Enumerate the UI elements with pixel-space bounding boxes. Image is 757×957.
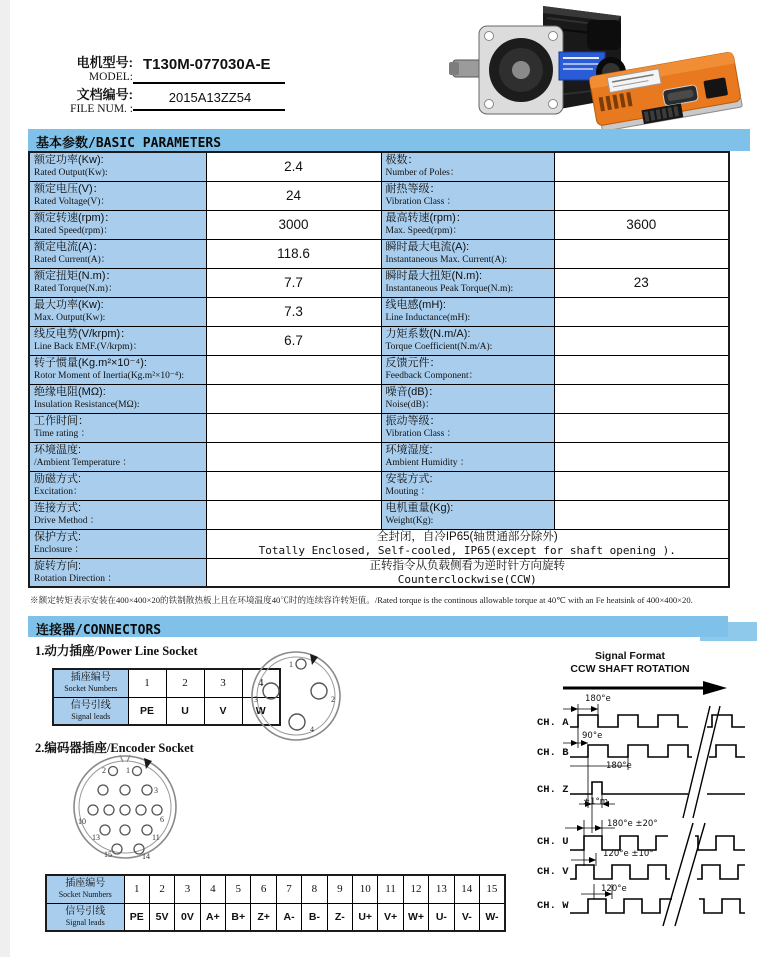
rotation-direction-value: 正转指令从负载侧看为逆时针方向旋转 Counterclockwise(CCW) [206,558,729,587]
annotation-1m-z: ±1°m [583,797,609,807]
encoder-socket-table [45,874,506,932]
annotation-90e-b: 90°e [582,731,603,741]
signal-lead-cell: V- [454,903,479,931]
signal-leads-header: 信号引线 Signal leads [46,903,124,931]
socket-number-cell: 14 [454,875,479,903]
param-label-left: 环境温度: /Ambient Temperature ： [29,442,206,471]
param-value-left: 7.3 [206,297,381,326]
socket-number-cell: 10 [353,875,378,903]
param-value-right [554,384,729,413]
socket-numbers-row [46,875,505,903]
file-num-underline [133,109,285,111]
file-num-label: 文档编号: FILE NUM. : [70,87,133,115]
power-pin-label-3: 3 [254,695,258,704]
encoder-socket-diagram [70,752,180,862]
enclosure-row [29,529,729,558]
power-pin-label-4: 4 [310,725,314,734]
socket-number-cell: 2 [166,669,204,697]
parameter-row [29,355,729,384]
socket-number-cell: 15 [479,875,504,903]
param-label-right: 振动等级： Vibration Class ： [381,413,554,442]
parameter-row [29,152,729,181]
signal-lead-cell: B- [302,903,327,931]
channel-u-label: CH. U [537,836,569,848]
param-label-left: 额定电流(A)： Rated Current(A)： [29,239,206,268]
torque-footnote: ※额定转矩表示安装在400×400×20的铁制散热板上且在环境温度40℃时的连续容许转矩值。/Rated torque is the continous allowable torque at 40℃ with an Fe heatsink of 400×400×20. [30,595,693,605]
rotation-direction-row [29,558,729,587]
socket-number-cell: 4 [200,875,225,903]
socket-number-cell: 5 [226,875,251,903]
power-pin-label-1: 1 [289,660,293,669]
channel-w-label: CH. W [537,900,569,912]
param-label-left: 额定转速(rpm)： Rated Speed(rpm)： [29,210,206,239]
signal-format-title: Signal Format CCW SHAFT ROTATION [570,650,690,675]
param-label-right: 电机重量(Kg): Weight(Kg): [381,500,554,529]
signal-lead-cell: Z- [327,903,352,931]
param-value-left [206,442,381,471]
param-value-right [554,413,729,442]
param-label-left: 绝缘电阻(MΩ): Insulation Resistance(MΩ): [29,384,206,413]
socket-number-cell: 7 [276,875,301,903]
param-value-left [206,500,381,529]
param-label-right: 线电感(mH): Line Inductance(mH): [381,297,554,326]
channel-v-label: CH. V [537,866,569,878]
param-label-left: 额定电压(V)： Rated Voltage(V)： [29,181,206,210]
model-underline [133,82,285,84]
signal-lead-cell: 0V [175,903,200,931]
socket-number-cell: 1 [128,669,166,697]
param-label-left: 额定扭矩(N.m)： Rated Torque(N.m)： [29,268,206,297]
parameter-row [29,326,729,355]
signal-leads-header: 信号引线 Signal leads [53,697,128,725]
param-label-right: 环境湿度: Ambient Humidity ： [381,442,554,471]
param-value-right [554,297,729,326]
parameter-row [29,413,729,442]
param-label-right: 安装方式: Mouting ： [381,471,554,500]
socket-number-cell: 2 [149,875,174,903]
param-value-right: 3600 [554,210,729,239]
param-value-left: 24 [206,181,381,210]
model-value: T130M-077030A-E [143,56,271,73]
param-label-right: 耐热等级： Vibration Class ： [381,181,554,210]
param-label-right: 反馈元件： Feedback Component： [381,355,554,384]
parameter-row [29,442,729,471]
model-label: 电机型号: MODEL: [76,55,133,83]
socket-number-cell: 9 [327,875,352,903]
parameter-row [29,500,729,529]
param-label-left: 工作时间： Time rating ： [29,413,206,442]
socket-numbers-header: 插座编号 Socket Numbers [46,875,124,903]
param-label-right: 极数： Number of Poles： [381,152,554,181]
channel-a-label: CH. A [537,717,569,729]
parameter-row [29,471,729,500]
parameter-row [29,181,729,210]
param-label-right: 噪音(dB)： Noise(dB)： [381,384,554,413]
signal-lead-cell: U+ [353,903,378,931]
annotation-180e-u: 180°e ±20° [607,819,658,829]
socket-number-cell: 1 [124,875,149,903]
socket-numbers-row [53,669,280,697]
encoder-pin-label-1: 1 [126,766,130,775]
param-label-left: 连接方式: Drive Method ： [29,500,206,529]
encoder-pin-label-6: 6 [160,815,164,824]
parameter-row [29,210,729,239]
encoder-pin-label-3: 3 [154,786,158,795]
channel-b-label: CH. B [537,747,569,759]
param-value-left: 3000 [206,210,381,239]
section-basic-parameters: 基本参数/BASIC PARAMETERS [28,129,750,151]
encoder-pin-label-14: 14 [142,852,150,861]
param-value-right [554,500,729,529]
encoder-pin-label-2: 2 [102,766,106,775]
signal-lead-cell: V+ [378,903,403,931]
param-value-left [206,384,381,413]
param-value-left: 2.4 [206,152,381,181]
socket-number-cell: 4 [242,669,280,697]
power-socket-title: 1.动力插座/Power Line Socket [35,644,198,658]
param-label-left: 最大功率(Kw): Max. Output(Kw): [29,297,206,326]
param-value-right [554,239,729,268]
enclosure-value: 全封闭，自冷IP65(轴贯通部分除外) Totally Enclosed, Self-cooled, IP65(except for shaft opening ). [206,529,729,558]
socket-number-cell: 11 [378,875,403,903]
encoder-pin-label-10: 10 [78,817,86,826]
param-value-right [554,152,729,181]
param-value-right [554,442,729,471]
param-label-left: 转子惯量(Kg.m²×10⁻⁴): Rotor Moment of Inertia(Kg.m²×10⁻⁴): [29,355,206,384]
param-label-right: 最高转速(rpm)： Max. Speed(rpm)： [381,210,554,239]
param-value-right: 23 [554,268,729,297]
socket-numbers-header: 插座编号 Socket Numbers [53,669,128,697]
section-connectors: 连接器/CONNECTORS [28,616,728,637]
param-value-left: 118.6 [206,239,381,268]
annotation-120e-w: 120°e [601,884,627,894]
param-label-left: 旋转方向: Rotation Direction ： [29,558,206,587]
annotation-120e-v: 120°e ±10° [603,849,654,859]
signal-lead-cell: A+ [200,903,225,931]
power-socket-diagram [248,648,344,744]
socket-number-cell: 6 [251,875,276,903]
encoder-pin-label-11: 11 [152,833,160,842]
driver-photo [585,48,757,140]
signal-leads-row [46,903,505,931]
param-value-left: 6.7 [206,326,381,355]
signal-lead-cell: Z+ [251,903,276,931]
signal-lead-cell: V [204,697,242,725]
param-label-right: 瞬时最大电流(A): Instantaneous Max. Current(A): [381,239,554,268]
channel-z-label: CH. Z [537,784,569,796]
param-label-left: 保护方式: Enclosure ： [29,529,206,558]
param-value-left: 7.7 [206,268,381,297]
signal-leads-row [53,697,280,725]
signal-lead-cell: PE [128,697,166,725]
parameter-row [29,268,729,297]
param-label-left: 额定功率(Kw): Rated Output(Kw): [29,152,206,181]
param-label-right: 力矩系数(N.m/A): Torque Coefficient(N.m/A): [381,326,554,355]
signal-lead-cell: U [166,697,204,725]
parameter-row [29,384,729,413]
parameter-row [29,239,729,268]
annotation-180e-a: 180°e [585,694,611,704]
parameter-row [29,297,729,326]
encoder-pin-label-13: 13 [92,833,100,842]
file-num-value: 2015A13ZZ54 [168,90,252,105]
annotation-180e-b: 180°e [606,761,632,771]
param-label-right: 瞬时最大扭矩(N.m): Instantaneous Peak Torque(N.m): [381,268,554,297]
signal-lead-cell: 5V [149,903,174,931]
param-label-left: 励磁方式: Excitation： [29,471,206,500]
signal-lead-cell: PE [124,903,149,931]
param-value-right [554,471,729,500]
scan-edge [0,0,10,957]
param-value-right [554,355,729,384]
signal-lead-cell: W- [479,903,504,931]
socket-number-cell: 3 [175,875,200,903]
power-pin-label-2: 2 [331,695,335,704]
power-socket-table [52,668,281,726]
socket-number-cell: 8 [302,875,327,903]
param-value-right [554,326,729,355]
signal-lead-cell: W+ [403,903,428,931]
param-value-right [554,181,729,210]
socket-number-cell: 13 [429,875,454,903]
encoder-socket-title: 2.编码器插座/Encoder Socket [35,741,194,755]
signal-lead-cell: W [242,697,280,725]
signal-lead-cell: B+ [226,903,251,931]
signal-lead-cell: A- [276,903,301,931]
socket-number-cell: 12 [403,875,428,903]
socket-number-cell: 3 [204,669,242,697]
param-value-left [206,471,381,500]
signal-lead-cell: U- [429,903,454,931]
basic-parameters-table [28,151,730,588]
encoder-pin-label-15: 15 [104,850,112,859]
param-value-left [206,355,381,384]
param-value-left [206,413,381,442]
param-label-left: 线反电势(V/krpm)： Line Back EMF.(V/krpm)： [29,326,206,355]
